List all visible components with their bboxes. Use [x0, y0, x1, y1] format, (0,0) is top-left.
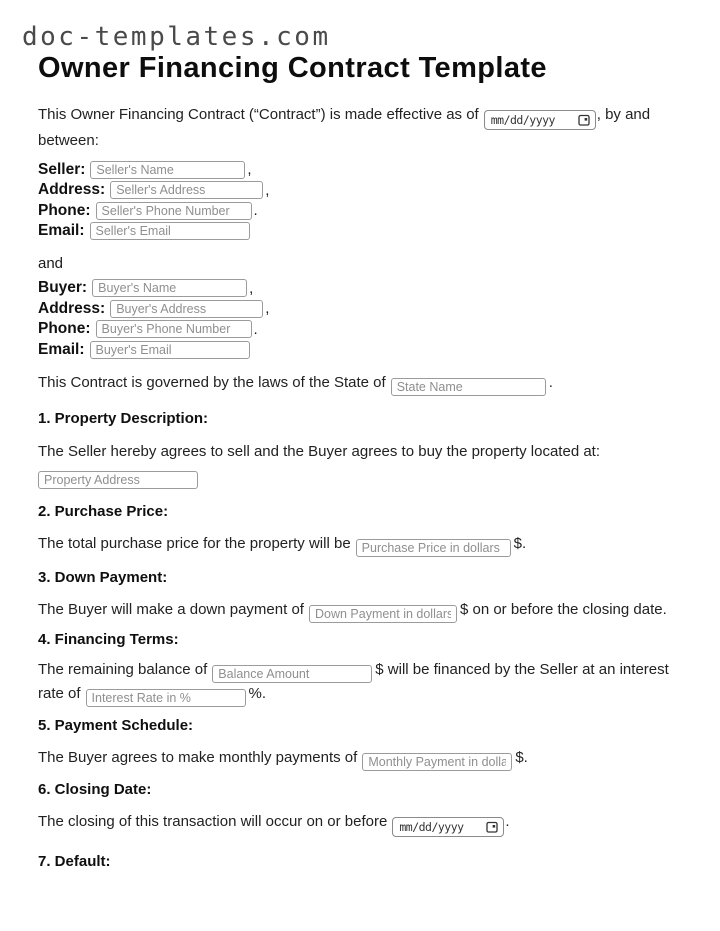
purchase-price-input[interactable]: [356, 539, 511, 557]
closing-text-before: The closing of this transaction will occur on or before: [38, 813, 388, 830]
seller-email-input[interactable]: [90, 222, 250, 240]
closing-text-after: .: [505, 813, 510, 830]
page-title: Owner Financing Contract Template: [38, 52, 547, 84]
calendar-icon: [578, 114, 590, 126]
closing-date-input[interactable]: [392, 817, 504, 837]
seller-phone-label: Phone:: [38, 201, 91, 219]
monthly-payment-input[interactable]: [362, 753, 512, 771]
section-1-heading: 1. Property Description:: [38, 410, 209, 427]
purchase-text-before: The total purchase price for the property will be: [38, 535, 351, 552]
section-1-body: The Seller hereby agrees to sell and the Buyer agrees to buy the property located at:: [38, 443, 601, 460]
downpayment-text-before: The Buyer will make a down payment of: [38, 601, 304, 618]
seller-phone-input[interactable]: [96, 202, 252, 220]
closing-date-placeholder: mm/dd/yyyy: [399, 820, 464, 834]
seller-phone-suffix: .: [253, 202, 258, 219]
section-6-body: [38, 811, 680, 837]
buyer-phone-input[interactable]: [96, 320, 252, 338]
schedule-text-after: $.: [515, 749, 528, 766]
site-name: doc-templates.com: [22, 22, 331, 52]
intro-paragraph: [38, 104, 680, 152]
seller-address-label: Address:: [38, 181, 106, 198]
intro-text-before: This Owner Financing Contract (“Contract”) is made effective as of: [38, 106, 479, 123]
section-2-heading: 2. Purchase Price:: [38, 503, 169, 520]
seller-name-input[interactable]: [90, 161, 245, 179]
buyer-address-row: [38, 299, 680, 318]
section-4-body: [38, 659, 680, 707]
buyer-phone-row: [38, 320, 680, 339]
property-address-input[interactable]: [38, 471, 198, 489]
buyer-email-label: Email:: [38, 340, 85, 358]
section-5-body: [38, 747, 680, 771]
buyer-email-row: [38, 340, 680, 359]
interest-rate-input[interactable]: [86, 689, 246, 707]
buyer-email-input[interactable]: [90, 341, 250, 359]
seller-block: [38, 160, 680, 241]
purchase-text-after: $.: [513, 535, 527, 552]
buyer-name-input[interactable]: [92, 279, 247, 297]
seller-address-row: [38, 181, 680, 200]
buyer-name-row: [38, 279, 680, 298]
buyer-name-label: Buyer:: [38, 279, 88, 296]
seller-name-row: [38, 160, 680, 179]
section-3-body: [38, 599, 680, 623]
section-2-body: [38, 533, 680, 557]
seller-address-input[interactable]: [110, 181, 263, 199]
intro-text-after: , by and between:: [38, 106, 651, 149]
section-4-heading: 4. Financing Terms:: [38, 631, 179, 648]
state-name-input[interactable]: [391, 378, 546, 396]
connector-and: and: [38, 254, 64, 272]
buyer-address-input[interactable]: [110, 300, 263, 318]
financing-text-after: %.: [248, 685, 267, 702]
section-3-heading: 3. Down Payment:: [38, 569, 168, 586]
buyer-block: [38, 279, 680, 360]
section-6-heading: 6. Closing Date:: [38, 781, 152, 798]
calendar-icon: [486, 821, 498, 833]
down-payment-input[interactable]: [309, 605, 457, 623]
downpayment-text-after: $ on or before the closing date.: [459, 601, 667, 618]
governing-text-before: This Contract is governed by the laws of the State of: [38, 374, 386, 391]
seller-name-suffix: ,: [247, 161, 252, 178]
governing-law-line: [38, 372, 680, 396]
buyer-phone-label: Phone:: [38, 320, 91, 337]
buyer-address-label: Address:: [38, 299, 106, 317]
financing-text-before: The remaining balance of: [38, 661, 208, 678]
property-address-row: [38, 471, 680, 489]
section-7-heading: 7. Default:: [38, 853, 111, 870]
schedule-text-before: The Buyer agrees to make monthly payments of: [38, 749, 358, 766]
buyer-address-suffix: ,: [265, 300, 270, 317]
governing-suffix: .: [548, 374, 553, 391]
seller-name-label: Seller:: [38, 160, 86, 178]
financing-text-mid: $ will be financed by the Seller at an interest rate of: [38, 661, 669, 702]
buyer-phone-suffix: .: [253, 320, 258, 338]
effective-date-placeholder: mm/dd/yyyy: [490, 113, 555, 127]
seller-email-row: [38, 222, 680, 241]
balance-amount-input[interactable]: [212, 665, 372, 683]
section-5-heading: 5. Payment Schedule:: [38, 717, 194, 734]
effective-date-input[interactable]: [484, 110, 596, 130]
seller-address-suffix: ,: [265, 181, 270, 199]
seller-email-label: Email:: [38, 222, 85, 239]
buyer-name-suffix: ,: [249, 279, 254, 297]
seller-phone-row: [38, 201, 680, 220]
